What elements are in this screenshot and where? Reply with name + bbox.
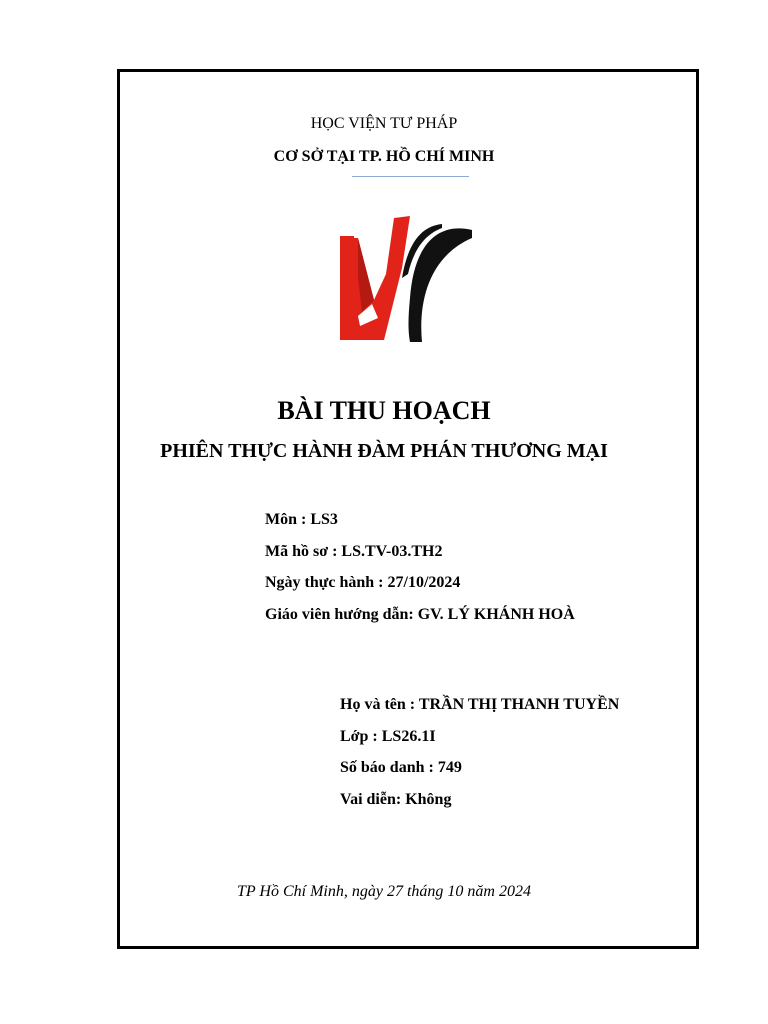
branch-name: CƠ SỞ TẠI TP. HỒ CHÍ MINH	[273, 148, 495, 165]
student-name: Họ và tên : TRẦN THỊ THANH TUYỀN	[340, 696, 620, 713]
academy-logo-icon	[338, 208, 474, 346]
logo-red-shape	[340, 216, 410, 340]
page-border	[117, 69, 699, 949]
student-id-number: Số báo danh : 749	[340, 759, 462, 776]
course-instructor: Giáo viên hướng dẫn: GV. LÝ KHÁNH HOÀ	[265, 606, 575, 623]
header-divider	[352, 176, 469, 177]
institute-name: HỌC VIỆN TƯ PHÁP	[310, 115, 458, 132]
document-title: BÀI THU HOẠCH	[277, 396, 491, 425]
course-subject: Môn : LS3	[265, 511, 338, 528]
course-practice-date: Ngày thực hành : 27/10/2024	[265, 574, 461, 591]
document-subtitle: PHIÊN THỰC HÀNH ĐÀM PHÁN THƯƠNG MẠI	[160, 440, 608, 462]
student-role: Vai diễn: Không	[340, 791, 452, 808]
place-and-date: TP Hồ Chí Minh, ngày 27 tháng 10 năm 2024	[237, 883, 531, 900]
course-file-code: Mã hồ sơ : LS.TV-03.TH2	[265, 543, 443, 560]
student-class: Lớp : LS26.1I	[340, 728, 436, 745]
